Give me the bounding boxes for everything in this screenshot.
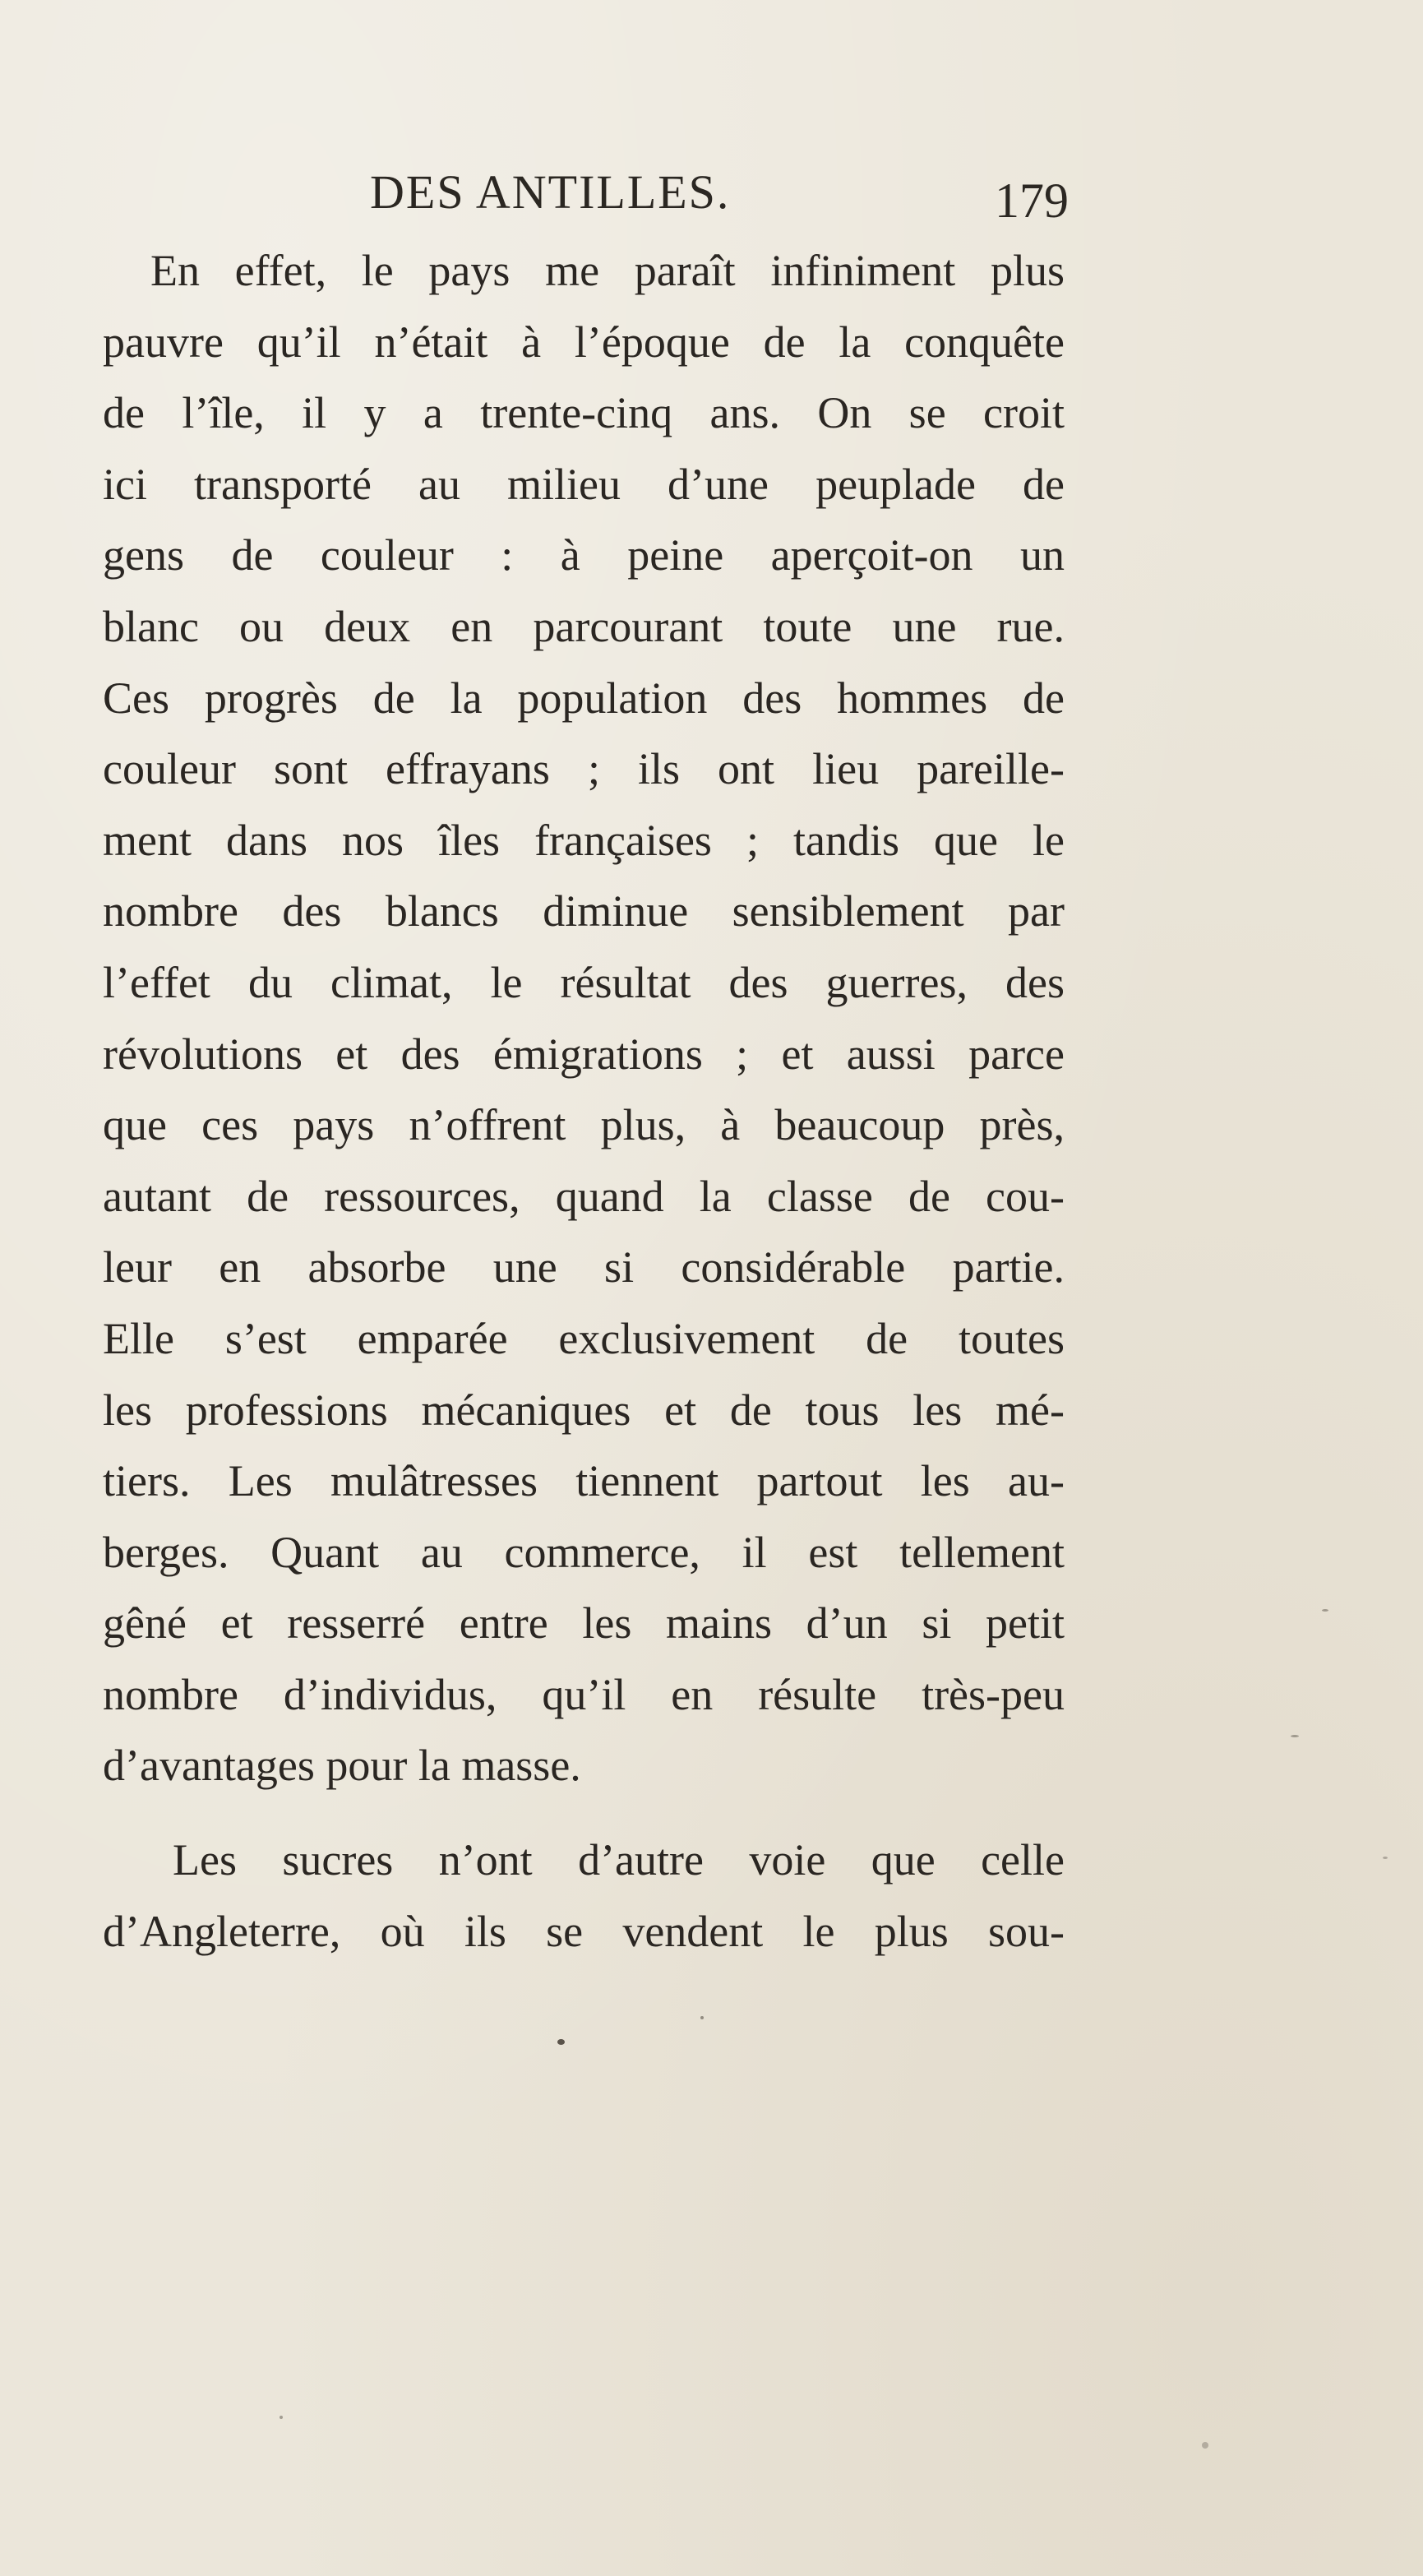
text-line: nombre d’individus, qu’il en résulte très-peu bbox=[103, 1669, 1065, 1719]
paper-speck bbox=[1202, 2442, 1208, 2449]
paper-speck bbox=[1383, 1857, 1388, 1859]
text-line: En effet, le pays me paraît infiniment plus bbox=[150, 246, 1065, 295]
text-line: d’avantages pour la masse. bbox=[103, 1741, 581, 1791]
text-line: ment dans nos îles françaises ; tandis que le bbox=[103, 815, 1065, 865]
text-line: révolutions et des émigrations ; et aussi parce bbox=[103, 1029, 1065, 1079]
page-header bbox=[99, 164, 1069, 230]
text-line: de l’île, il y a trente-cinq ans. On se croit bbox=[103, 388, 1065, 438]
text-line: gêné et resserré entre les mains d’un si petit bbox=[103, 1598, 1065, 1649]
text-line: berges. Quant au commerce, il est tellement bbox=[103, 1527, 1065, 1577]
text-line: blanc ou deux en parcourant toute une rue. bbox=[103, 601, 1065, 651]
text-line: tiers. Les mulâtresses tiennent partout les au- bbox=[103, 1456, 1065, 1506]
text-line: nombre des blancs diminue sensiblement par bbox=[103, 886, 1065, 937]
text-line: les professions mécaniques et de tous les mé- bbox=[103, 1385, 1065, 1435]
text-line: couleur sont effrayans ; ils ont lieu pareille- bbox=[103, 744, 1065, 794]
paper-speck bbox=[557, 2039, 565, 2045]
paragraph bbox=[103, 235, 1065, 1801]
text-line: Les sucres n’ont d’autre voie que celle bbox=[173, 1835, 1065, 1885]
body-text bbox=[103, 235, 1065, 1967]
text-line: pauvre qu’il n’était à l’époque de la conquête bbox=[103, 317, 1065, 367]
paper-speck bbox=[700, 2016, 704, 2019]
paper-speck bbox=[280, 2416, 283, 2419]
text-line: autant de ressources, quand la classe de cou- bbox=[103, 1171, 1065, 1221]
paragraph bbox=[103, 1824, 1065, 1967]
text-line: que ces pays n’offrent plus, à beaucoup près, bbox=[103, 1100, 1065, 1150]
paper-speck bbox=[1322, 1609, 1328, 1612]
text-line: Elle s’est emparée exclusivement de toutes bbox=[103, 1313, 1065, 1363]
text-line: leur en absorbe une si considérable partie. bbox=[103, 1242, 1065, 1293]
paragraph-gap bbox=[103, 1801, 1065, 1824]
page-number: 179 bbox=[995, 173, 1069, 228]
text-line: gens de couleur : à peine aperçoit-on un bbox=[103, 530, 1065, 580]
text-line: d’Angleterre, où ils se vendent le plus sou- bbox=[103, 1906, 1065, 1956]
text-line: l’effet du climat, le résultat des guerres, des bbox=[103, 957, 1065, 1007]
paper-speck bbox=[1291, 1735, 1299, 1737]
running-title: DES ANTILLES. bbox=[370, 165, 731, 219]
text-line: Ces progrès de la population des hommes de bbox=[103, 673, 1065, 723]
text-line: ici transporté au milieu d’une peuplade de bbox=[103, 459, 1065, 509]
